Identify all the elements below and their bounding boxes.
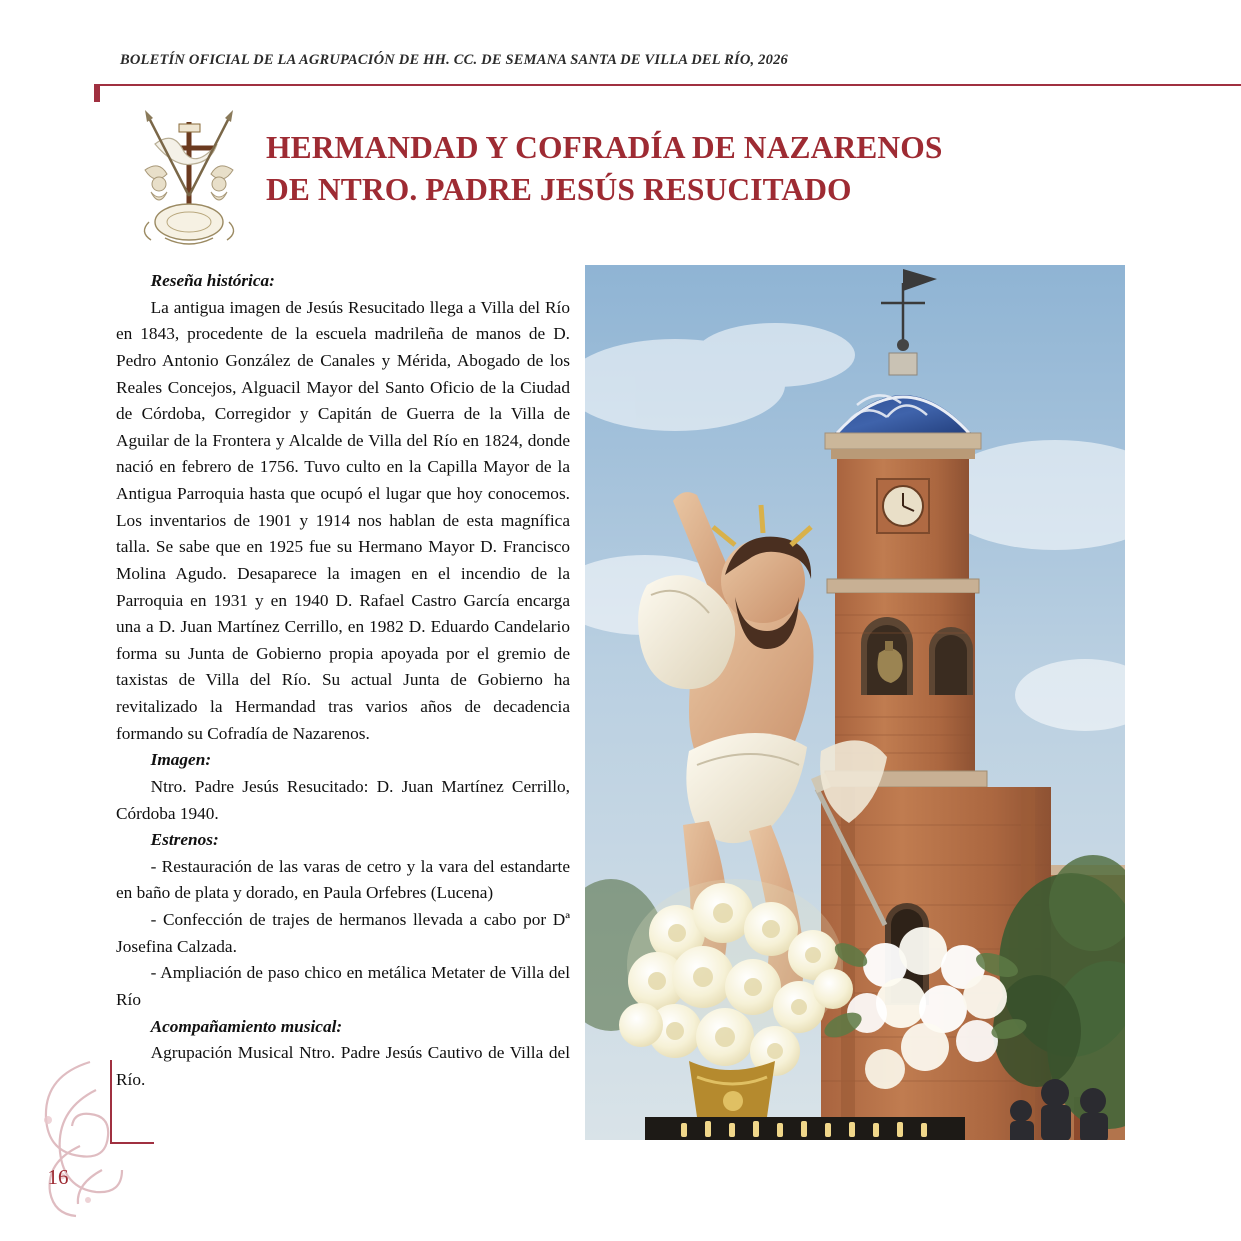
article-body — [116, 268, 570, 1093]
page-title-line-2: DE NTRO. PADRE JESÚS RESUCITADO — [266, 172, 852, 208]
hermandad-crest-icon — [125, 100, 253, 252]
estreno-item-2: - Confección de trajes de hermanos llevada a cabo por Dª Josefina Calzada. — [116, 910, 570, 956]
subheading-acompanamiento-musical: Acompañamiento musical: — [150, 1016, 343, 1036]
procession-photo — [585, 265, 1125, 1140]
paragraph-resena-historica: La antigua imagen de Jesús Resucitado llega a Villa del Río en 1843, procedente de la escuela madrileña de manos de D. Pedro Antonio González de Canales y Mérida, Abogado de los Reales Concejos, Alguacil Mayor del Santo Oficio de la Ciudad de Córdoba, Corregidor y Capitán de Guerra de la Villa de Aguilar de la Frontera y Alcalde de Villa del Río en 1824, donde nació en febrero de 1756. Tuvo culto en la Capilla Mayor de la Antigua Parroquia hasta que ocupó el lugar que hoy conocemos. Los inventarios de 1901 y 1914 nos hablan de esta magnífica talla. Se sabe que en 1925 fue su Hermano Mayor D. Francisco Molina Agudo. Desaparece la imagen en el incendio de la Parroquia en 1931 y en 1940 D. Rafael Castro García encarga una a D. Juan Martínez Cerrillo, en 1982 D. Eduardo Candelario forma su Junta de Gobierno propia apoyada por el gremio de taxistas de Villa del Río. Su actual Junta de Gobierno ha revitalizado la Hermandad tras varios años de decadencia formando su Cofradía de Nazarenos. — [116, 297, 570, 743]
paragraph-acompanamiento-musical: Agrupación Musical Ntro. Padre Jesús Cautivo de Villa del Río. — [116, 1043, 570, 1089]
header-rule — [94, 84, 1241, 86]
corner-ornament-icon — [18, 1050, 128, 1220]
paragraph-imagen: Ntro. Padre Jesús Resucitado: D. Juan Martínez Cerrillo, Córdoba 1940. — [116, 776, 570, 823]
page-title — [266, 127, 1066, 211]
subheading-imagen: Imagen: — [150, 750, 212, 770]
page-title-line-1: HERMANDAD Y COFRADÍA DE NAZARENOS — [266, 130, 943, 166]
page-number: 16 — [47, 1164, 69, 1189]
running-head: BOLETÍN OFICIAL DE LA AGRUPACIÓN DE HH. CC. DE SEMANA SANTA DE VILLA DEL RÍO, 2026 — [120, 52, 788, 68]
estreno-item-3: - Ampliación de paso chico en metálica Metater de Villa del Río — [116, 963, 570, 1009]
header-rule-accent — [94, 84, 100, 102]
subheading-estrenos: Estrenos: — [150, 830, 219, 850]
estreno-item-1: - Restauración de las varas de cetro y la vara del estandarte en baño de plata y dorado, en Paula Orfebres (Lucena) — [116, 856, 570, 903]
subheading-resena-historica: Reseña histórica: — [150, 271, 275, 290]
